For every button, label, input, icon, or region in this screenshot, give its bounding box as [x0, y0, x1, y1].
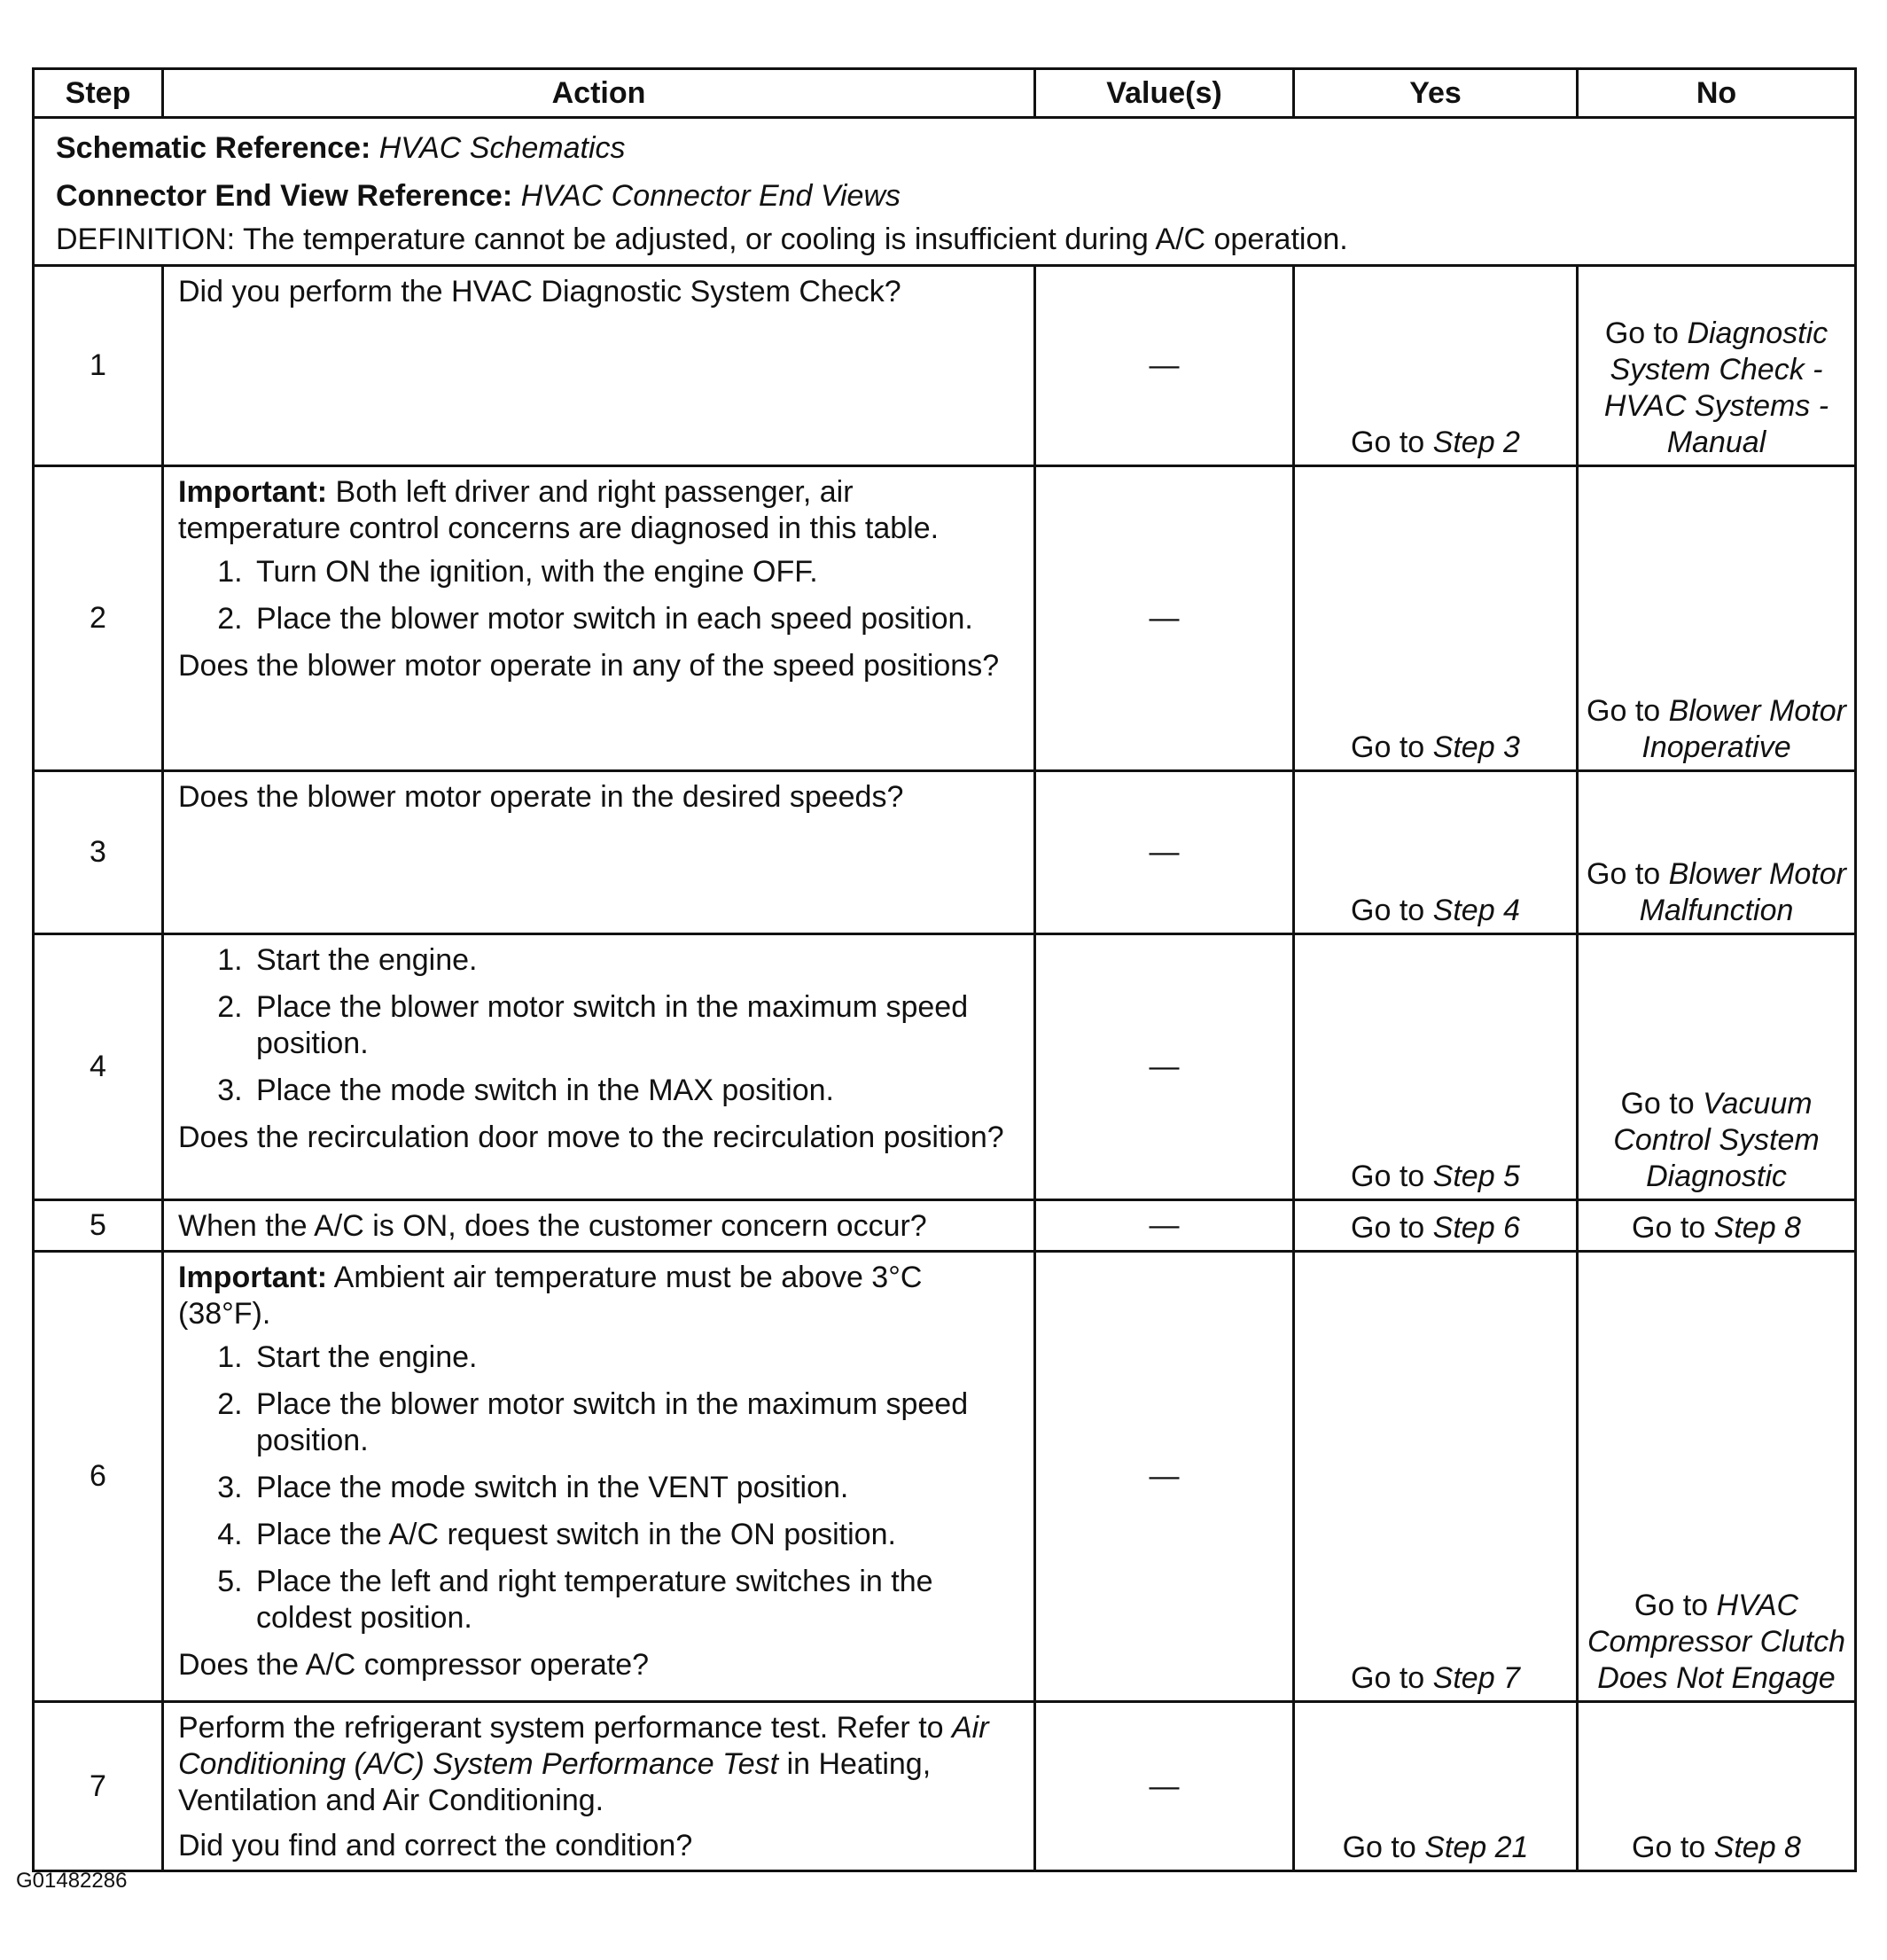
yes-cell[interactable]: Go to Step 21: [1294, 1702, 1578, 1871]
value-cell: —: [1035, 934, 1294, 1200]
table-row: [34, 466, 1856, 771]
question-text: Did you find and correct the condition?: [178, 1829, 693, 1862]
action-cell: When the A/C is ON, does the customer concern occur?: [163, 1200, 1035, 1252]
figure-id: G01482286: [16, 1869, 128, 1893]
list-item: 1. Start the engine.: [251, 1339, 1021, 1376]
header-values: Value(s): [1035, 69, 1294, 118]
step-number: 3: [34, 771, 163, 934]
question-text: Does the A/C compressor operate?: [178, 1648, 650, 1682]
list-item: 2. Place the blower motor switch in the maximum speed position.: [251, 989, 1021, 1062]
no-cell[interactable]: Go to Blower Motor Inoperative: [1578, 466, 1856, 771]
step-number: 7: [34, 1702, 163, 1871]
no-cell[interactable]: Go to Blower Motor Malfunction: [1578, 771, 1856, 934]
value-cell: —: [1035, 1200, 1294, 1252]
connector-link[interactable]: HVAC Connector End Views: [520, 179, 901, 213]
header-action: Action: [163, 69, 1035, 118]
reference-row: [34, 118, 1856, 266]
value-cell: —: [1035, 1702, 1294, 1871]
list-item: 2. Place the blower motor switch in each speed position.: [251, 601, 1021, 637]
value-cell: —: [1035, 466, 1294, 771]
step-number: 4: [34, 934, 163, 1200]
value-cell: —: [1035, 1252, 1294, 1702]
question-text: Does the blower motor operate in any of the speed positions?: [178, 649, 1000, 683]
step-number: 2: [34, 466, 163, 771]
important-note: Important: Both left driver and right passenger, air temperature control concerns are diagnosed in this table.: [178, 475, 940, 545]
table-row: [34, 1200, 1856, 1252]
step-number: 5: [34, 1200, 163, 1252]
no-cell[interactable]: Go to Vacuum Control System Diagnostic: [1578, 934, 1856, 1200]
schematic-link[interactable]: HVAC Schematics: [378, 131, 626, 165]
yes-cell[interactable]: Go to Step 4: [1294, 771, 1578, 934]
table-row: [34, 771, 1856, 934]
list-item: 1. Turn ON the ignition, with the engine OFF.: [251, 554, 1021, 590]
yes-cell[interactable]: Go to Step 2: [1294, 266, 1578, 466]
header-no: No: [1578, 69, 1856, 118]
action-cell: [163, 466, 1035, 771]
action-text: Perform the refrigerant system performance test. Refer to Air Conditioning (A/C) System Performance Test in Heating, Ventilation and Air Conditioning.: [178, 1711, 989, 1817]
no-cell[interactable]: Go to Step 8: [1578, 1200, 1856, 1252]
table-row: [34, 1702, 1856, 1871]
list-item: 2. Place the blower motor switch in the maximum speed position.: [251, 1386, 1021, 1459]
yes-cell[interactable]: Go to Step 5: [1294, 934, 1578, 1200]
action-cell: Does the blower motor operate in the desired speeds?: [163, 771, 1035, 934]
list-item: 1. Start the engine.: [251, 942, 1021, 979]
definition-text: DEFINITION: The temperature cannot be adjusted, or cooling is insufficient during A/C operation.: [56, 223, 1348, 256]
list-item: 4. Place the A/C request switch in the ON position.: [251, 1517, 1021, 1553]
yes-cell[interactable]: Go to Step 6: [1294, 1200, 1578, 1252]
table-row: [34, 266, 1856, 466]
yes-cell[interactable]: Go to Step 7: [1294, 1252, 1578, 1702]
instruction-list: [178, 1339, 1021, 1636]
important-note: Important: Ambient air temperature must be above 3°C (38°F).: [178, 1261, 923, 1331]
value-cell: —: [1035, 771, 1294, 934]
value-cell: —: [1035, 266, 1294, 466]
instruction-list: [178, 942, 1021, 1109]
header-row: [34, 69, 1856, 118]
list-item: 5. Place the left and right temperature switches in the coldest position.: [251, 1564, 1021, 1636]
table-row: [34, 934, 1856, 1200]
action-cell: [163, 1252, 1035, 1702]
no-cell[interactable]: Go to Step 8: [1578, 1702, 1856, 1871]
action-cell: [163, 934, 1035, 1200]
header-yes: Yes: [1294, 69, 1578, 118]
action-cell: Did you perform the HVAC Diagnostic System Check?: [163, 266, 1035, 466]
list-item: 3. Place the mode switch in the MAX position.: [251, 1073, 1021, 1109]
instruction-list: [178, 554, 1021, 637]
question-text: Does the recirculation door move to the recirculation position?: [178, 1121, 1004, 1154]
step-number: 6: [34, 1252, 163, 1702]
reference-link[interactable]: Air Conditioning (A/C) System Performance Test: [178, 1711, 989, 1781]
header-step: Step: [34, 69, 163, 118]
no-cell[interactable]: Go to HVAC Compressor Clutch Does Not Engage: [1578, 1252, 1856, 1702]
diagnostic-table: [32, 67, 1857, 1872]
connector-reference: Connector End View Reference: HVAC Connector End Views: [56, 179, 901, 213]
table-row: [34, 1252, 1856, 1702]
yes-cell[interactable]: Go to Step 3: [1294, 466, 1578, 771]
schematic-reference: Schematic Reference: HVAC Schematics: [56, 131, 626, 165]
action-cell: [163, 1702, 1035, 1871]
list-item: 3. Place the mode switch in the VENT position.: [251, 1470, 1021, 1506]
no-cell[interactable]: Go to Diagnostic System Check - HVAC Systems - Manual: [1578, 266, 1856, 466]
step-number: 1: [34, 266, 163, 466]
reference-cell: [34, 118, 1856, 266]
